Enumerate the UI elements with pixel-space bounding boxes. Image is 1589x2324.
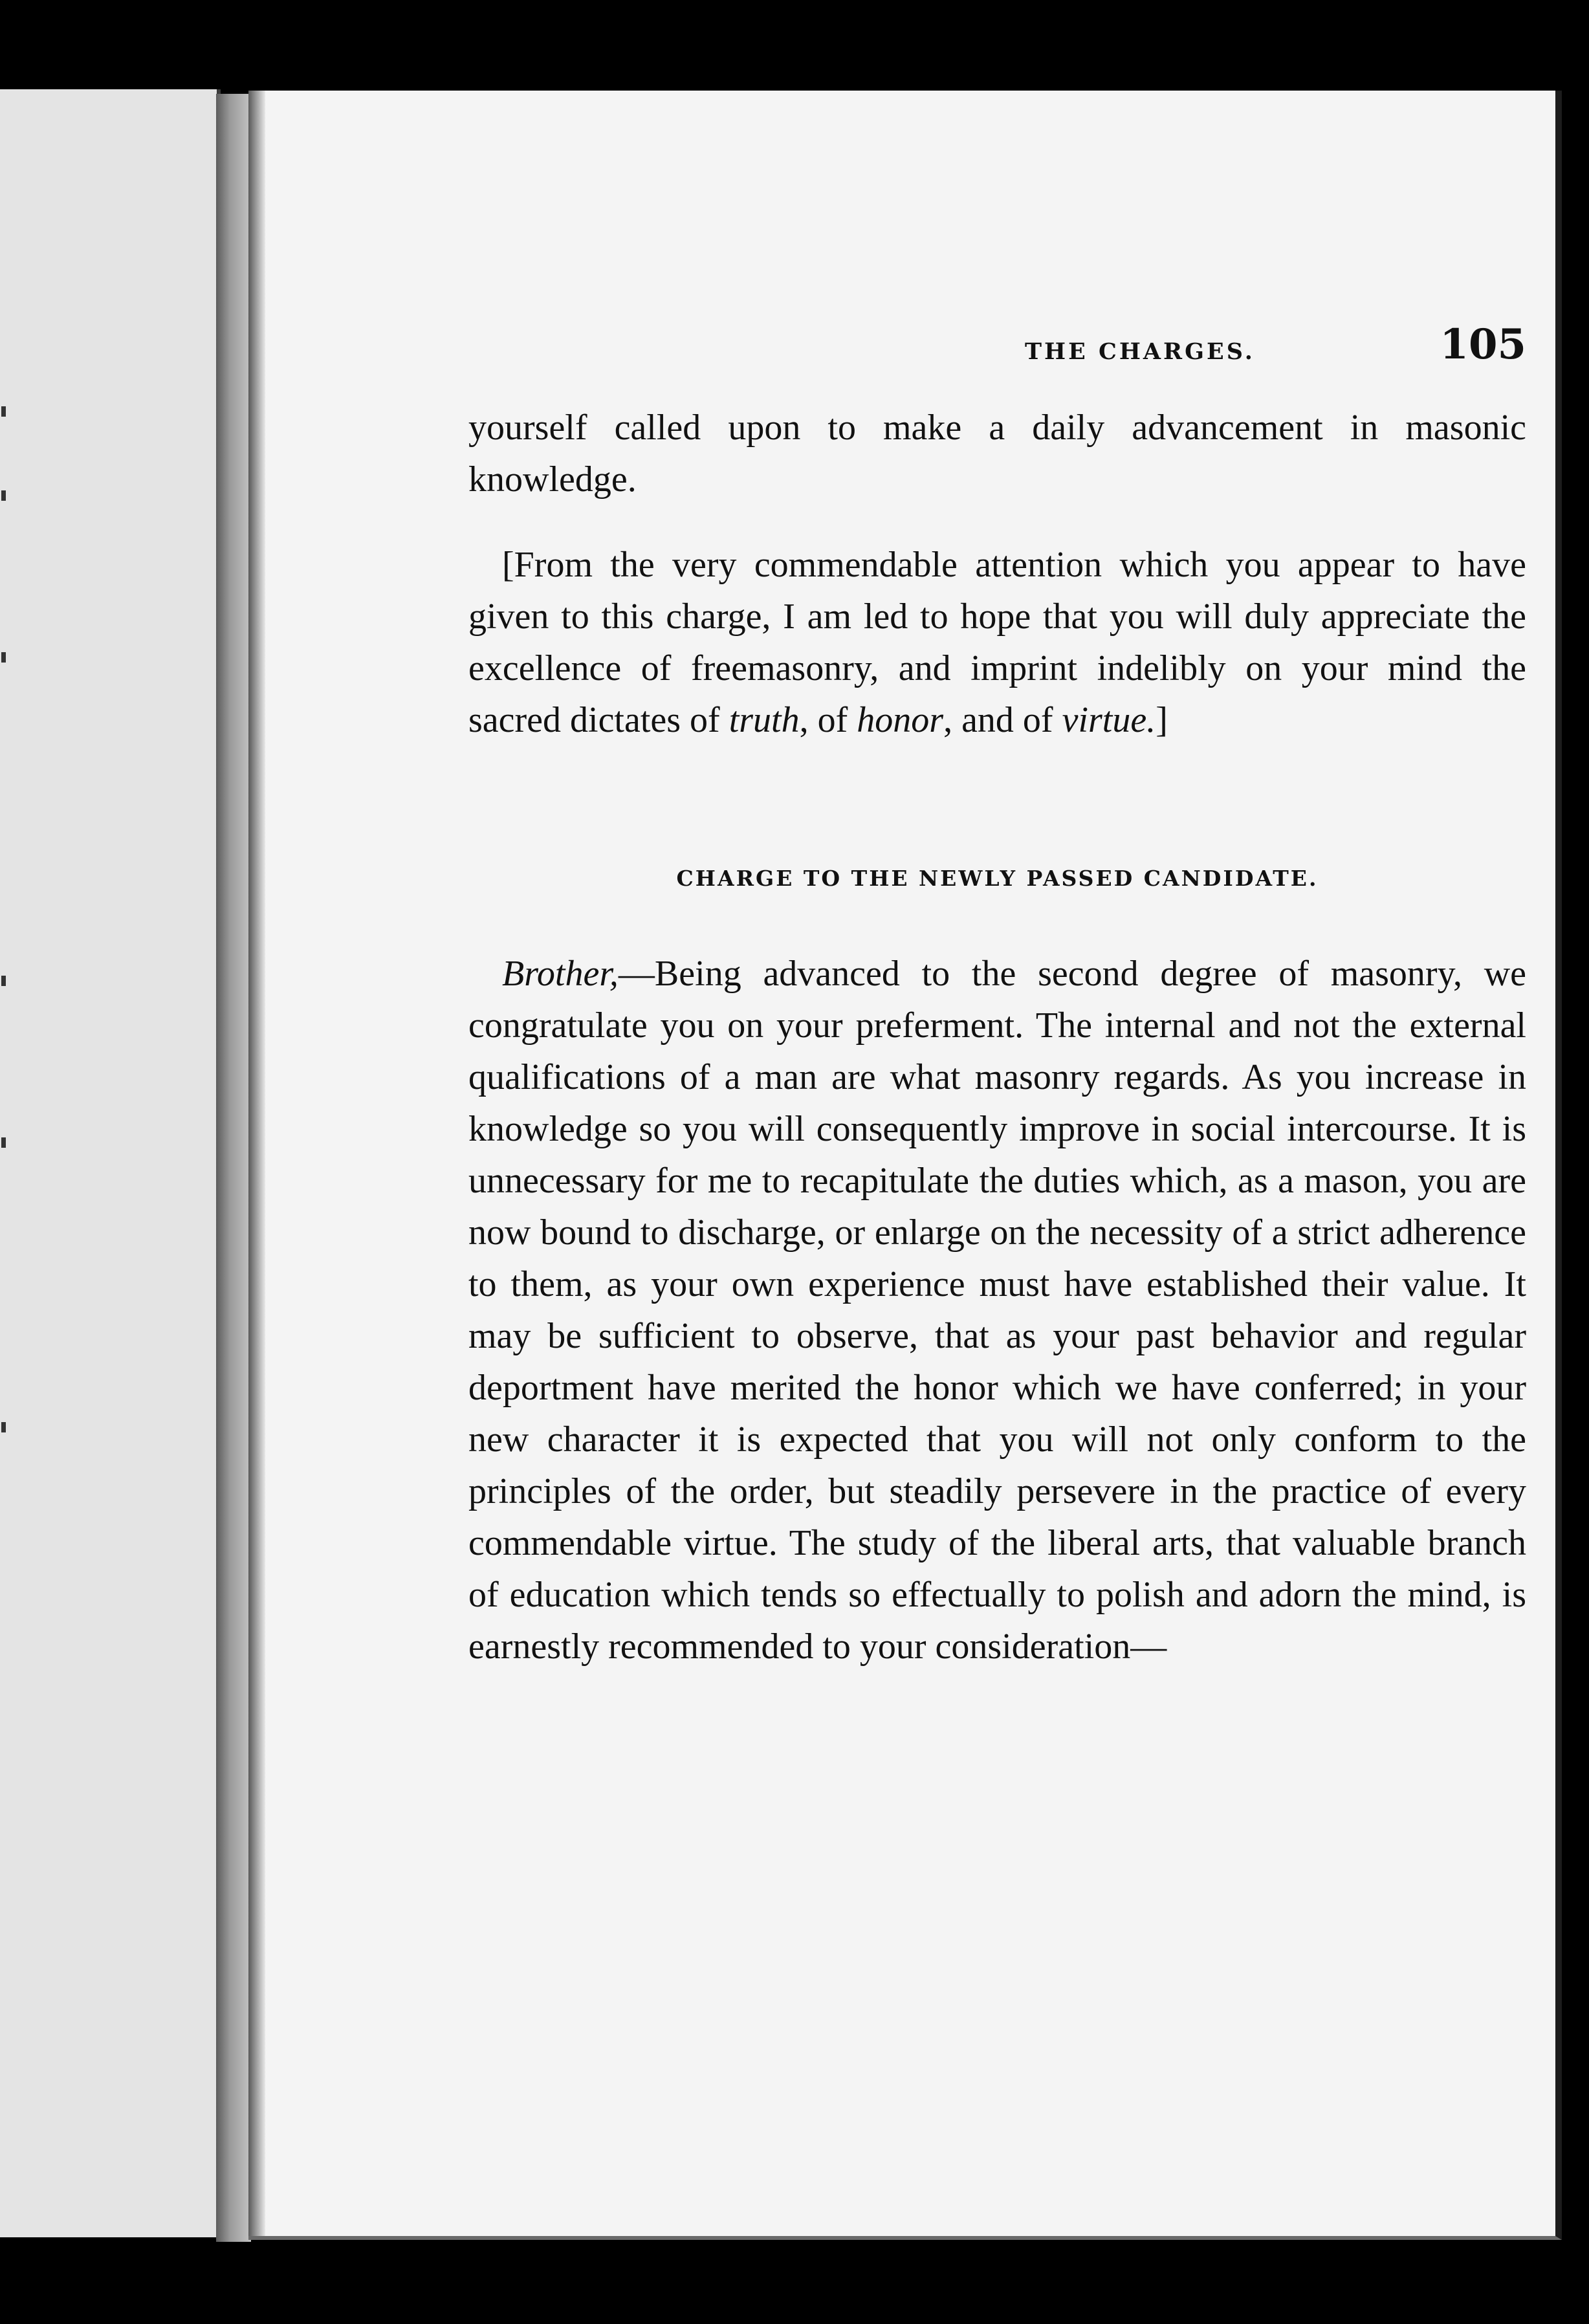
- section-gap: [468, 746, 1526, 866]
- paragraph: yourself called upon to make a daily advancement in masonic knowledge.: [468, 408, 1526, 499]
- previous-page-edge: [0, 89, 221, 2237]
- charge-paragraph: [468, 948, 1526, 1672]
- edge-mark: [1, 1137, 6, 1148]
- edge-mark: [1, 406, 6, 417]
- running-head: [468, 320, 1526, 391]
- page-number: 105: [1440, 320, 1526, 369]
- italic-word: honor: [857, 700, 944, 740]
- paragraph-text: , and of: [943, 700, 1062, 740]
- edge-mark: [1, 976, 6, 986]
- book-page: [248, 91, 1562, 2240]
- paragraph: [468, 539, 1526, 746]
- italic-word: virtue.: [1062, 700, 1156, 740]
- edge-mark: [1, 1422, 6, 1432]
- salutation: Brother,: [502, 954, 619, 994]
- running-title: THE CHARGES.: [1025, 338, 1255, 365]
- paragraph-text: , of: [799, 700, 857, 740]
- book-gutter: [216, 94, 251, 2242]
- edge-mark: [1, 490, 6, 501]
- paragraph-text: ]: [1156, 700, 1168, 740]
- page-text-block: [468, 320, 1526, 1672]
- edge-mark: [1, 652, 6, 663]
- spine-shadow: [248, 91, 265, 2236]
- charge-text: —Being advanced to the second degree of masonry, we congratulate you on your preferment. The internal and not the external qualifications of a man are what masonry regards. As you increase in knowledge so you will consequently improve in social intercourse. It is unnecessary for me to recapitulate the duties which, as a mason, you are now bound to discharge, or enlarge on the necessity of a strict adherence to them, as your own experience must have established their value. It may be sufficient to observe, that as your past behavior and regular deportment have merited the honor which we have conferred; in your new character it is expected that you will not only conform to the principles of the order, but steadily persevere in the practice of every commendable virtue. The study of the liberal arts, that valuable branch of education which tends so effectually to polish and adorn the mind, is earnestly recommended to your consideration—: [468, 954, 1526, 1667]
- italic-word: truth: [729, 700, 800, 740]
- section-heading: CHARGE TO THE NEWLY PASSED CANDIDATE.: [676, 866, 1319, 891]
- paragraph-text: [From the very commendable attention which you appear to have given to this charge, I am led to hope that you will duly appreciate the excellence of freemasonry, and imprint indelibly on your mind the sacred dictates of: [468, 545, 1526, 740]
